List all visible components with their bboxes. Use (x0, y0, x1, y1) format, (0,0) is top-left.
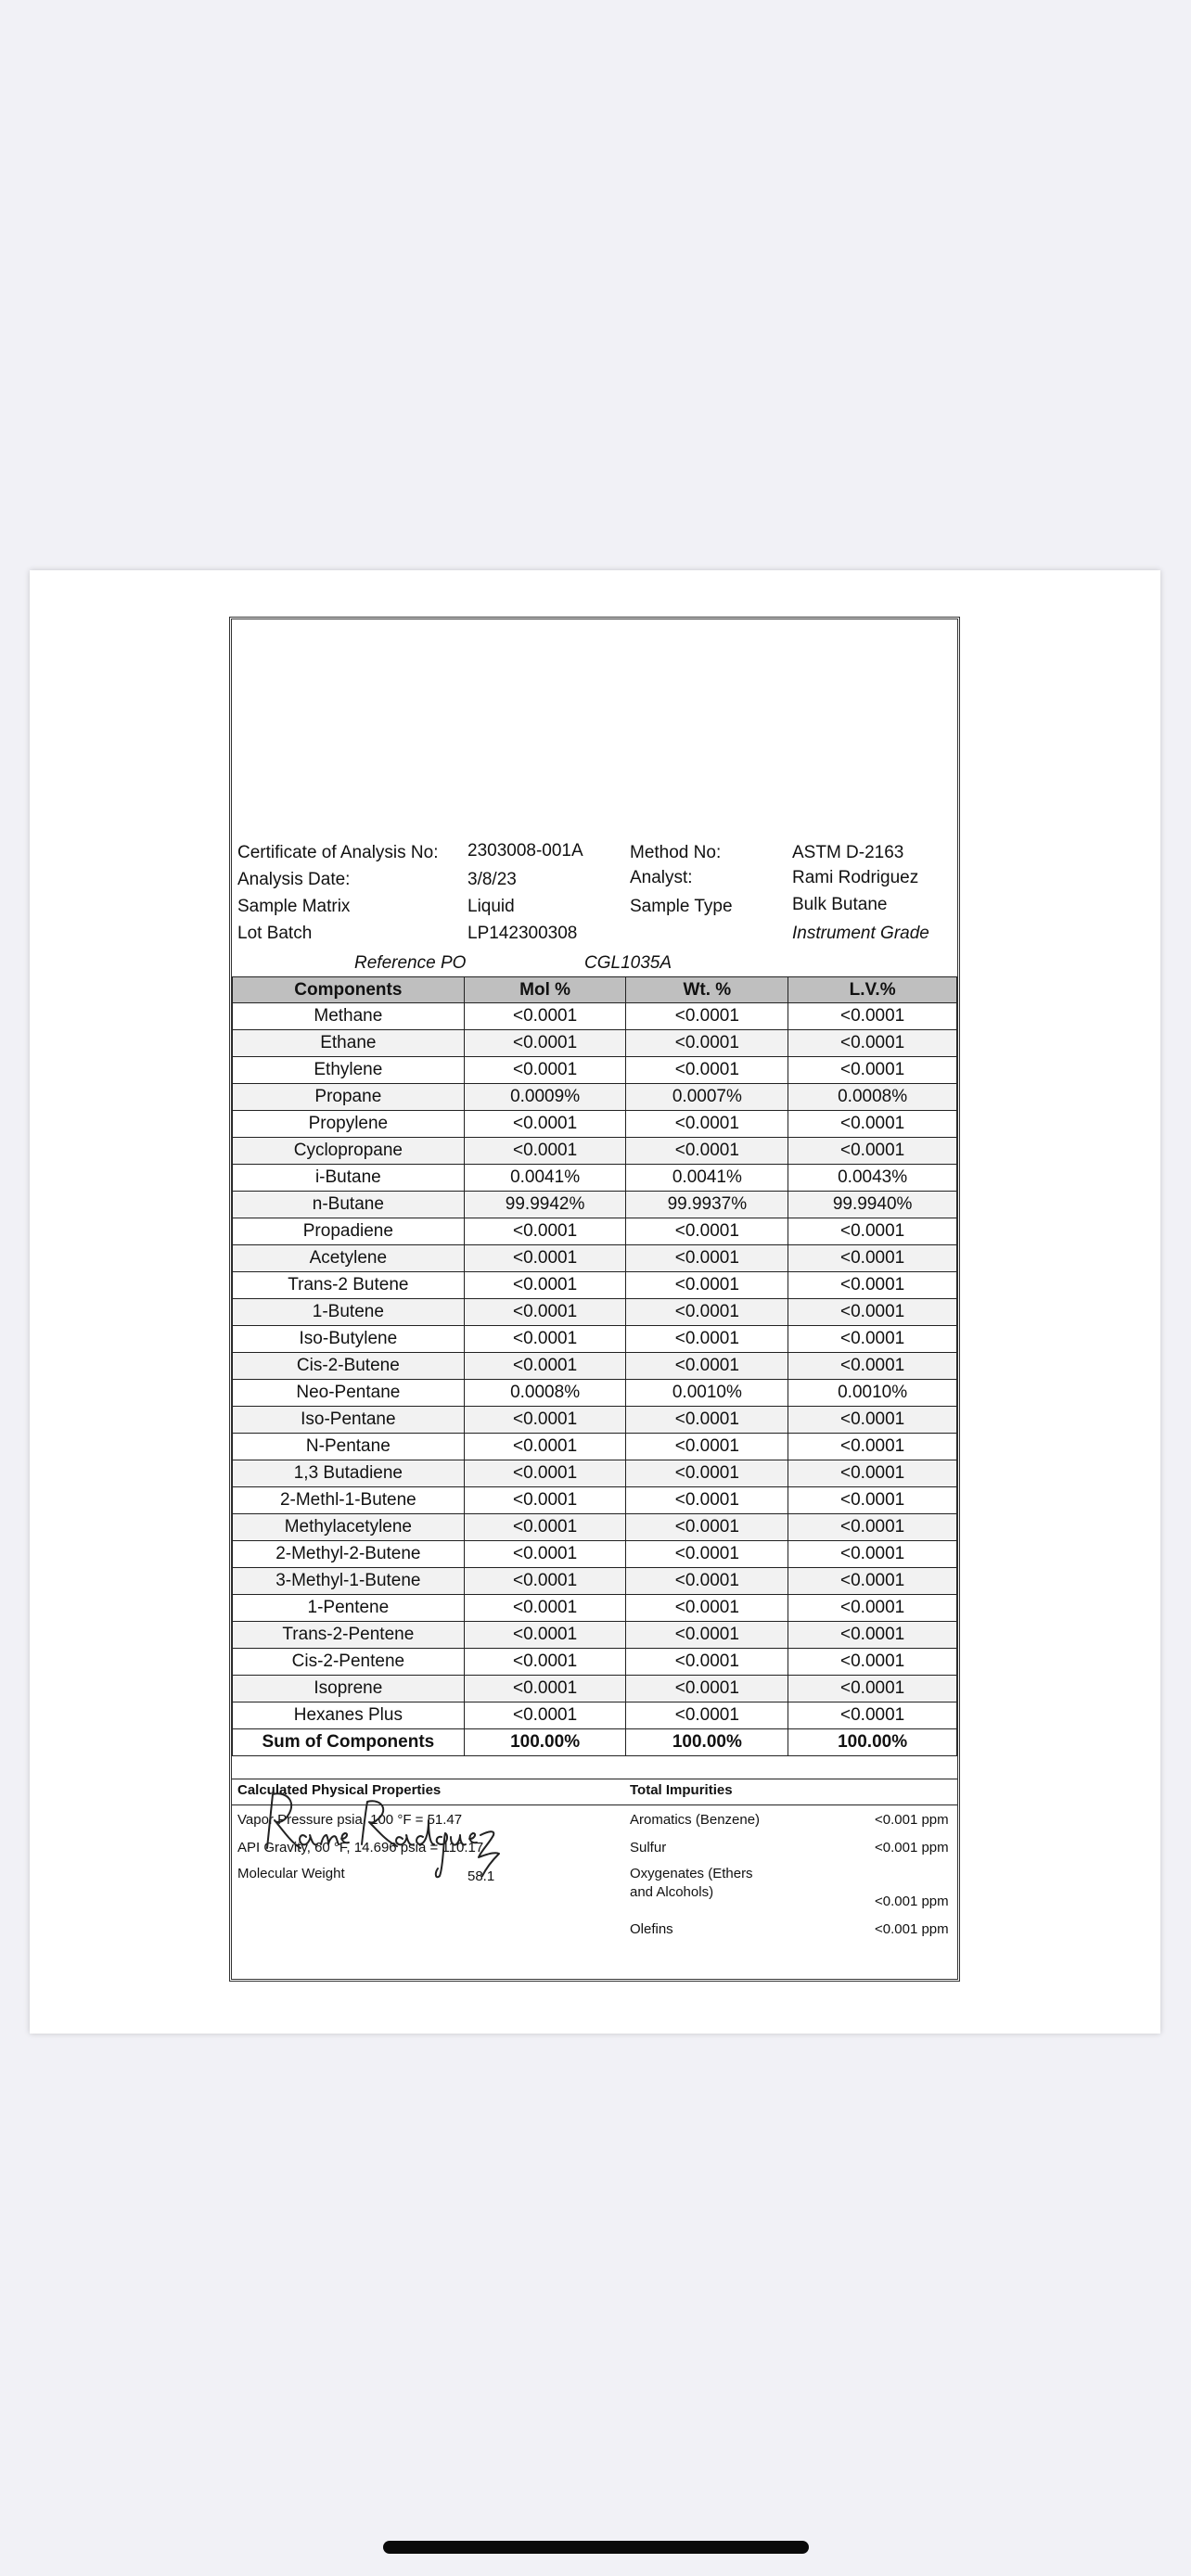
component-name-cell: Trans-2 Butene (233, 1272, 465, 1299)
component-name-cell: N-Pentane (233, 1434, 465, 1460)
wt-cell: <0.0001 (626, 1003, 788, 1030)
table-row (233, 1111, 957, 1138)
table-row (233, 1407, 957, 1434)
wt-cell: 0.0010% (626, 1380, 788, 1407)
sulfur-value: <0.001 ppm (875, 1840, 949, 1855)
mol-cell: <0.0001 (464, 1407, 626, 1434)
document-page (30, 570, 1160, 2034)
mol-cell: <0.0001 (464, 1218, 626, 1245)
method-value: ASTM D-2163 (792, 843, 904, 862)
vapor-pressure: Vapor Pressure psia, 100 °F = 51.47 (237, 1812, 463, 1828)
analyst-value: Rami Rodriguez (792, 868, 919, 887)
component-name-cell: Hexanes Plus (233, 1702, 465, 1729)
component-name-cell: n-Butane (233, 1192, 465, 1218)
table-row (233, 1245, 957, 1272)
mol-cell: <0.0001 (464, 1622, 626, 1649)
wt-cell: <0.0001 (626, 1138, 788, 1165)
lv-cell: <0.0001 (788, 1003, 957, 1030)
components-table (232, 976, 957, 1756)
lv-cell: <0.0001 (788, 1622, 957, 1649)
lv-cell: <0.0001 (788, 1299, 957, 1326)
component-name-cell: 1-Pentene (233, 1595, 465, 1622)
component-name-cell: Propane (233, 1084, 465, 1111)
mol-cell: <0.0001 (464, 1057, 626, 1084)
wt-cell: <0.0001 (626, 1407, 788, 1434)
lot-value: LP142300308 (467, 924, 578, 943)
lv-cell: <0.0001 (788, 1595, 957, 1622)
wt-cell: <0.0001 (626, 1541, 788, 1568)
component-name-cell: Acetylene (233, 1245, 465, 1272)
components-table-body (233, 1003, 957, 1729)
wt-cell: <0.0001 (626, 1676, 788, 1702)
wt-cell: <0.0001 (626, 1272, 788, 1299)
mol-cell: 99.9942% (464, 1192, 626, 1218)
olefins-label: Olefins (630, 1921, 673, 1937)
mol-cell: <0.0001 (464, 1487, 626, 1514)
date-label: Analysis Date: (237, 870, 351, 889)
table-row (233, 1460, 957, 1487)
wt-cell: <0.0001 (626, 1487, 788, 1514)
lv-cell: <0.0001 (788, 1326, 957, 1353)
mol-cell: <0.0001 (464, 1702, 626, 1729)
refpo-label: Reference PO (354, 953, 467, 973)
header-components: Components (233, 977, 465, 1003)
header-mol: Mol % (464, 977, 626, 1003)
mol-cell: <0.0001 (464, 1514, 626, 1541)
table-row (233, 1568, 957, 1595)
lv-cell: <0.0001 (788, 1407, 957, 1434)
home-indicator-bar[interactable] (383, 2541, 809, 2554)
table-row (233, 1434, 957, 1460)
mol-cell: <0.0001 (464, 1568, 626, 1595)
lv-cell: <0.0001 (788, 1353, 957, 1380)
oxygenates-label-1: Oxygenates (Ethers (630, 1866, 753, 1881)
lv-cell: <0.0001 (788, 1514, 957, 1541)
oxygenates-label-2: and Alcohols) (630, 1884, 714, 1900)
table-row (233, 1192, 957, 1218)
mol-cell: <0.0001 (464, 1595, 626, 1622)
header-lv: L.V.% (788, 977, 957, 1003)
lv-cell: <0.0001 (788, 1487, 957, 1514)
lv-cell: <0.0001 (788, 1702, 957, 1729)
component-name-cell: Neo-Pentane (233, 1380, 465, 1407)
wt-cell: <0.0001 (626, 1702, 788, 1729)
component-name-cell: Methane (233, 1003, 465, 1030)
lv-cell: <0.0001 (788, 1218, 957, 1245)
analyst-label: Analyst: (630, 868, 693, 887)
mol-cell: <0.0001 (464, 1030, 626, 1057)
method-label: Method No: (630, 843, 722, 862)
matrix-value: Liquid (467, 897, 515, 916)
lv-cell: 0.0008% (788, 1084, 957, 1111)
mol-cell: <0.0001 (464, 1541, 626, 1568)
mol-cell: 0.0009% (464, 1084, 626, 1111)
lv-cell: 0.0043% (788, 1165, 957, 1192)
table-row (233, 1138, 957, 1165)
wt-cell: <0.0001 (626, 1649, 788, 1676)
molecular-weight-label: Molecular Weight (237, 1866, 345, 1881)
component-name-cell: i-Butane (233, 1165, 465, 1192)
component-name-cell: 1,3 Butadiene (233, 1460, 465, 1487)
component-name-cell: Propylene (233, 1111, 465, 1138)
coa-label: Certificate of Analysis No: (237, 843, 439, 862)
table-row (233, 1622, 957, 1649)
wt-cell: <0.0001 (626, 1514, 788, 1541)
lv-cell: <0.0001 (788, 1245, 957, 1272)
table-row (233, 1514, 957, 1541)
component-name-cell: Iso-Butylene (233, 1326, 465, 1353)
wt-cell: <0.0001 (626, 1595, 788, 1622)
table-row (233, 1595, 957, 1622)
lv-cell: <0.0001 (788, 1138, 957, 1165)
lv-cell: <0.0001 (788, 1030, 957, 1057)
sum-wt: 100.00% (626, 1729, 788, 1756)
mol-cell: <0.0001 (464, 1299, 626, 1326)
certificate-frame (229, 617, 960, 1982)
mol-cell: <0.0001 (464, 1003, 626, 1030)
mol-cell: <0.0001 (464, 1138, 626, 1165)
table-row (233, 1380, 957, 1407)
sulfur-label: Sulfur (630, 1840, 667, 1855)
lv-cell: 99.9940% (788, 1192, 957, 1218)
wt-cell: <0.0001 (626, 1434, 788, 1460)
signature-image (260, 1783, 501, 1885)
table-row (233, 1541, 957, 1568)
mol-cell: <0.0001 (464, 1326, 626, 1353)
lv-cell: 0.0010% (788, 1380, 957, 1407)
component-name-cell: Iso-Pentane (233, 1407, 465, 1434)
table-row (233, 1165, 957, 1192)
mol-cell: <0.0001 (464, 1245, 626, 1272)
mol-cell: <0.0001 (464, 1676, 626, 1702)
component-name-cell: 1-Butene (233, 1299, 465, 1326)
lv-cell: <0.0001 (788, 1057, 957, 1084)
lv-cell: <0.0001 (788, 1460, 957, 1487)
type-label: Sample Type (630, 897, 733, 916)
table-row (233, 1676, 957, 1702)
table-row (233, 1702, 957, 1729)
aromatics-value: <0.001 ppm (875, 1812, 949, 1828)
wt-cell: <0.0001 (626, 1568, 788, 1595)
coa-value: 2303008-001A (467, 841, 583, 861)
grade-value: Instrument Grade (792, 924, 929, 943)
lv-cell: <0.0001 (788, 1111, 957, 1138)
refpo-value: CGL1035A (584, 953, 672, 973)
wt-cell: <0.0001 (626, 1299, 788, 1326)
component-name-cell: Trans-2-Pentene (233, 1622, 465, 1649)
wt-cell: <0.0001 (626, 1622, 788, 1649)
component-name-cell: Cis-2-Butene (233, 1353, 465, 1380)
lot-label: Lot Batch (237, 924, 313, 943)
wt-cell: <0.0001 (626, 1460, 788, 1487)
wt-cell: <0.0001 (626, 1353, 788, 1380)
lv-cell: <0.0001 (788, 1649, 957, 1676)
table-row (233, 1353, 957, 1380)
table-row (233, 1030, 957, 1057)
table-row (233, 1487, 957, 1514)
table-row (233, 1649, 957, 1676)
component-name-cell: Ethane (233, 1030, 465, 1057)
physical-title: Calculated Physical Properties (237, 1782, 442, 1798)
mol-cell: <0.0001 (464, 1460, 626, 1487)
component-name-cell: Ethylene (233, 1057, 465, 1084)
table-row (233, 1003, 957, 1030)
mol-cell: 0.0008% (464, 1380, 626, 1407)
mol-cell: <0.0001 (464, 1434, 626, 1460)
component-name-cell: Propadiene (233, 1218, 465, 1245)
mol-cell: 0.0041% (464, 1165, 626, 1192)
component-name-cell: 2-Methyl-2-Butene (233, 1541, 465, 1568)
wt-cell: <0.0001 (626, 1326, 788, 1353)
type-value: Bulk Butane (792, 895, 888, 914)
sum-mol: 100.00% (464, 1729, 626, 1756)
sum-label: Sum of Components (233, 1729, 465, 1756)
table-row (233, 1057, 957, 1084)
mol-cell: <0.0001 (464, 1353, 626, 1380)
sum-row (233, 1729, 957, 1756)
mol-cell: <0.0001 (464, 1649, 626, 1676)
molecular-weight-value: 58.1 (467, 1868, 495, 1884)
aromatics-label: Aromatics (Benzene) (630, 1812, 761, 1828)
lv-cell: <0.0001 (788, 1434, 957, 1460)
table-row (233, 1218, 957, 1245)
lv-cell: <0.0001 (788, 1676, 957, 1702)
component-name-cell: Isoprene (233, 1676, 465, 1702)
mol-cell: <0.0001 (464, 1111, 626, 1138)
wt-cell: 99.9937% (626, 1192, 788, 1218)
table-row (233, 1272, 957, 1299)
wt-cell: <0.0001 (626, 1218, 788, 1245)
component-name-cell: Cyclopropane (233, 1138, 465, 1165)
lv-cell: <0.0001 (788, 1541, 957, 1568)
table-row (233, 1326, 957, 1353)
component-name-cell: Methylacetylene (233, 1514, 465, 1541)
mol-cell: <0.0001 (464, 1272, 626, 1299)
olefins-value: <0.001 ppm (875, 1921, 949, 1937)
lv-cell: <0.0001 (788, 1568, 957, 1595)
component-name-cell: Cis-2-Pentene (233, 1649, 465, 1676)
wt-cell: <0.0001 (626, 1245, 788, 1272)
api-gravity: API Gravity, 60 °F, 14.696 psia = 110.17 (237, 1840, 484, 1855)
component-name-cell: 3-Methyl-1-Butene (233, 1568, 465, 1595)
matrix-label: Sample Matrix (237, 897, 351, 916)
header-wt: Wt. % (626, 977, 788, 1003)
wt-cell: <0.0001 (626, 1057, 788, 1084)
impurities-title: Total Impurities (630, 1782, 733, 1798)
table-header-row (233, 977, 957, 1003)
table-row (233, 1299, 957, 1326)
sum-lv: 100.00% (788, 1729, 957, 1756)
table-row (233, 1084, 957, 1111)
date-value: 3/8/23 (467, 870, 517, 889)
oxygenates-value: <0.001 ppm (875, 1894, 949, 1909)
wt-cell: <0.0001 (626, 1111, 788, 1138)
lv-cell: <0.0001 (788, 1272, 957, 1299)
wt-cell: 0.0007% (626, 1084, 788, 1111)
component-name-cell: 2-Methl-1-Butene (233, 1487, 465, 1514)
wt-cell: 0.0041% (626, 1165, 788, 1192)
wt-cell: <0.0001 (626, 1030, 788, 1057)
